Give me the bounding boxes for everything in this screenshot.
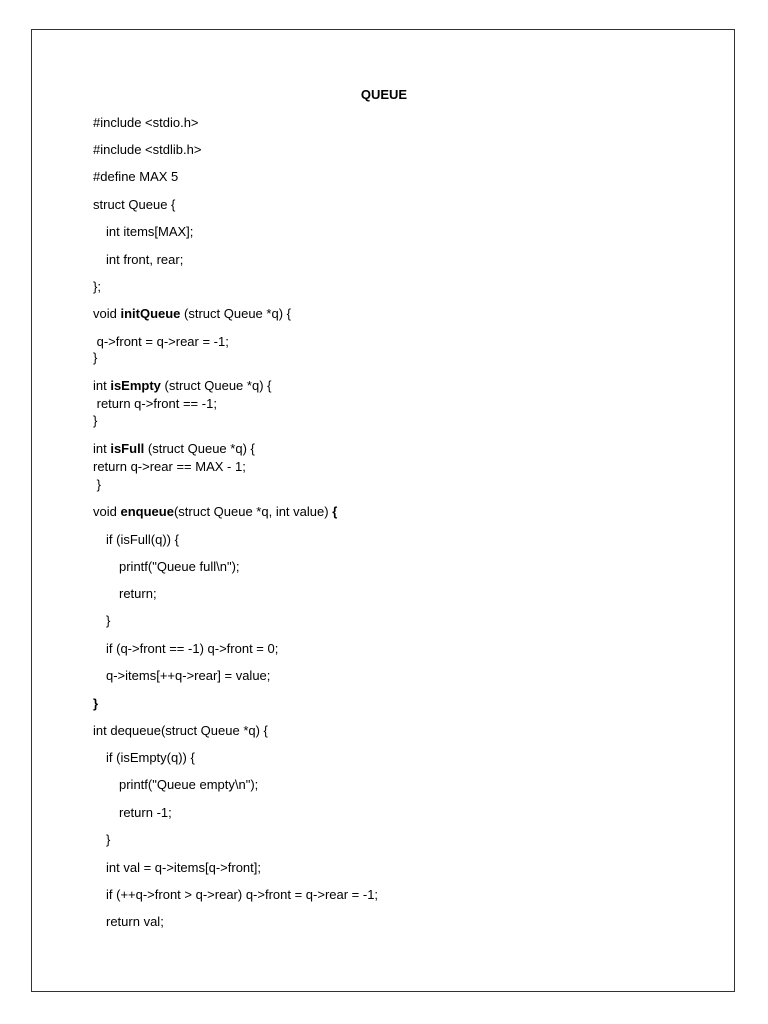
code-keyword-bold: enqueue (120, 504, 174, 519)
code-line (119, 558, 240, 576)
code-keyword-bold: initQueue (120, 306, 181, 321)
code-line (93, 440, 255, 458)
code-line (106, 223, 193, 241)
code-text: int front, rear; (106, 252, 184, 267)
code-text: } (93, 350, 98, 365)
code-line (119, 776, 258, 794)
document-title: QUEUE (360, 87, 408, 102)
code-line (93, 695, 98, 713)
code-text: #include <stdlib.h> (93, 142, 202, 157)
code-line (93, 458, 246, 476)
code-line (106, 640, 278, 658)
code-text: (struct Queue *q) { (180, 306, 291, 321)
code-text: printf("Queue empty\n"); (119, 777, 259, 792)
code-line (93, 333, 229, 351)
code-line (106, 886, 378, 904)
code-text: } (93, 477, 101, 492)
code-keyword-bold: { (332, 504, 338, 519)
code-line (106, 859, 261, 877)
code-text: return q->front == -1; (93, 396, 217, 411)
code-line (93, 722, 268, 740)
code-line (93, 503, 337, 521)
code-line (93, 377, 271, 395)
code-line (106, 749, 195, 767)
code-text: q->front = q->rear = -1; (93, 334, 229, 349)
code-text: (struct Queue *q) { (160, 378, 272, 393)
code-text: if (isFull(q)) { (106, 532, 179, 547)
code-line (93, 114, 199, 132)
code-text: if (++q->front > q->rear) q->front = q->rear = -1; (106, 887, 379, 902)
code-line (93, 168, 178, 186)
code-line (106, 831, 110, 849)
code-text: return q->rear == MAX - 1; (93, 459, 246, 474)
code-line (93, 476, 101, 494)
code-text: void (93, 504, 121, 519)
code-text: (struct Queue *q) { (144, 441, 255, 456)
code-text: struct Queue { (93, 197, 176, 212)
code-keyword-bold: } (93, 696, 99, 711)
code-line (93, 349, 97, 367)
code-text: return; (119, 586, 157, 601)
code-line (106, 251, 183, 269)
code-text: int dequeue(struct Queue *q) { (93, 723, 268, 738)
code-line (93, 305, 291, 323)
code-line (106, 612, 110, 630)
code-keyword-bold: isFull (110, 441, 145, 456)
code-line (93, 278, 101, 296)
code-text: int (93, 378, 111, 393)
code-text: #include <stdio.h> (93, 115, 199, 130)
code-text: } (106, 832, 111, 847)
code-text: int (93, 441, 111, 456)
code-text: int items[MAX]; (106, 224, 194, 239)
code-keyword-bold: isEmpty (110, 378, 161, 393)
code-line (106, 667, 270, 685)
code-text: printf("Queue full\n"); (119, 559, 240, 574)
code-text: q->items[++q->rear] = value; (106, 668, 271, 683)
code-line (93, 412, 97, 430)
code-text: if (isEmpty(q)) { (106, 750, 195, 765)
code-line (93, 395, 217, 413)
code-line (119, 585, 157, 603)
code-line (106, 531, 179, 549)
code-text: if (q->front == -1) q->front = 0; (106, 641, 279, 656)
code-line (106, 913, 164, 931)
code-text: } (106, 613, 111, 628)
code-text: void (93, 306, 121, 321)
code-text: (struct Queue *q, int value) (173, 504, 333, 519)
code-line (93, 141, 201, 159)
code-text: }; (93, 279, 101, 294)
code-text: int val = q->items[q->front]; (106, 860, 261, 875)
code-text: } (93, 413, 98, 428)
code-line (93, 196, 175, 214)
code-text: return -1; (119, 805, 172, 820)
code-line (119, 804, 172, 822)
code-text: return val; (106, 914, 164, 929)
code-text: #define MAX 5 (93, 169, 179, 184)
